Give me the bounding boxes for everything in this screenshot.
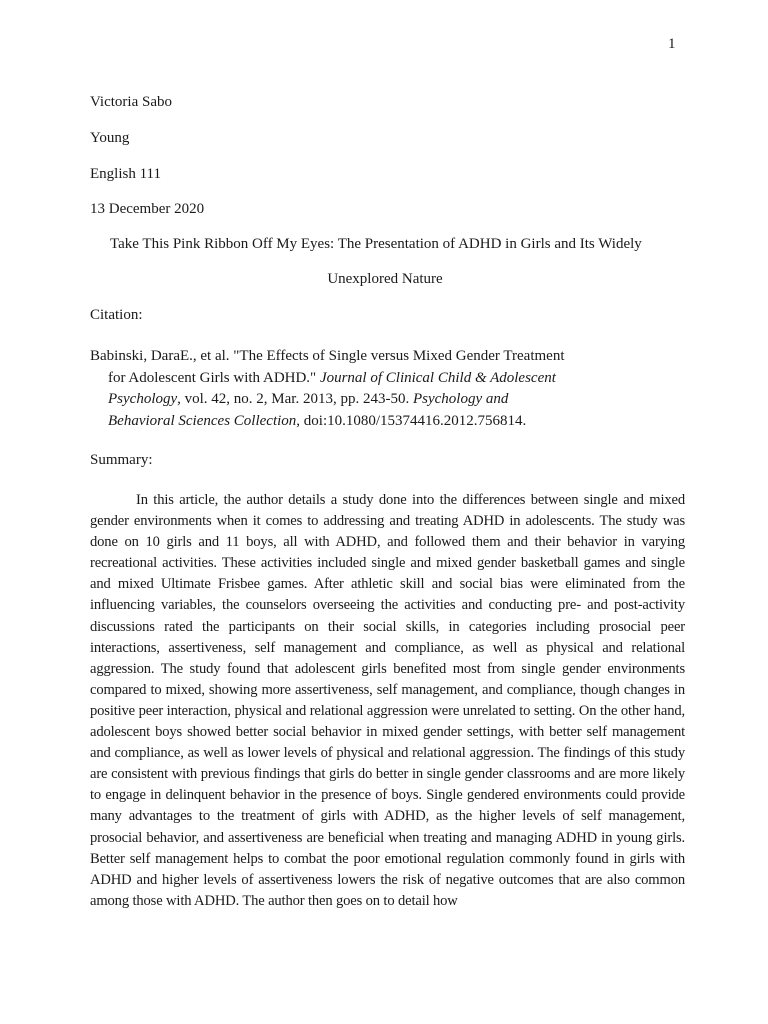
course-name: English 111 [90,166,161,182]
summary-paragraph: In this article, the author details a study done into the differences between single and mixed gender environments when it comes to addressing and treating ADHD in adolescents. The study was done on 10 girls and 11 boys, all with ADHD, and followed them and their behavior in varying recreational activities. These activities included single and mixed gender basketball games and single and mixed Ultimate Frisbee games. After athletic skill and social bias were eliminated from the influencing variables, the counselors overseeing the activities and conducting pre- and post-activity discussions rated the participants on their social skills, in categories including prosocial peer interactions, assertiveness, self management and compliance, as well as physical and relational aggression. The study found that adolescent girls benefited most from single gender environments compared to mixed, showing more assertiveness, self management, and compliance, though changes in positive peer interaction, physical and relational aggression were unrelated to setting. On the other hand, adolescent boys showed better social behavior in mixed gender settings, with better self management and compliance, as well as lower levels of physical and relational aggression. The findings of this study are consistent with previous findings that girls do better in single gender classrooms and are more likely to engage in delinquent behavior in the presence of boys. Single gendered environments could provide many advantages to the treatment of girls with ADHD, as the higher levels of self management, prosocial behavior, and assertiveness are beneficial when treating and managing ADHD in young girls. Better self management helps to combat the poor emotional regulation commonly found in girls with ADHD and higher levels of assertiveness lowers the risk of negative outcomes that are also common among those with ADHD. The author then goes on to detail how [90,492,685,909]
page-number: 1 [668,36,676,52]
citation-entry [90,346,578,432]
citation-journal: Journal of Clinical Child & Adolescent Psychology [108,369,556,407]
title-line-2: Unexplored Nature [327,271,443,287]
title-line-1: Take This Pink Ribbon Off My Eyes: The Presentation of ADHD in Girls and Its Widely [110,236,642,252]
citation-collection: Psychology and Behavioral Sciences Collection [108,391,509,429]
citation-heading: Citation: [90,307,143,323]
citation-authors-title: Babinski, DaraE., et al. "The Effects of Single versus Mixed Gender Treatment for Adolescent Girls with ADHD." [90,348,565,386]
author-name: Victoria Sabo [90,94,172,110]
summary-heading: Summary: [90,452,153,468]
citation-volume-info: , vol. 42, no. 2, Mar. 2013, pp. 243-50. [177,391,413,407]
citation-doi: , doi:10.1080/15374416.2012.756814. [296,412,527,429]
instructor-name: Young [90,130,130,146]
date: 13 December 2020 [90,201,205,217]
